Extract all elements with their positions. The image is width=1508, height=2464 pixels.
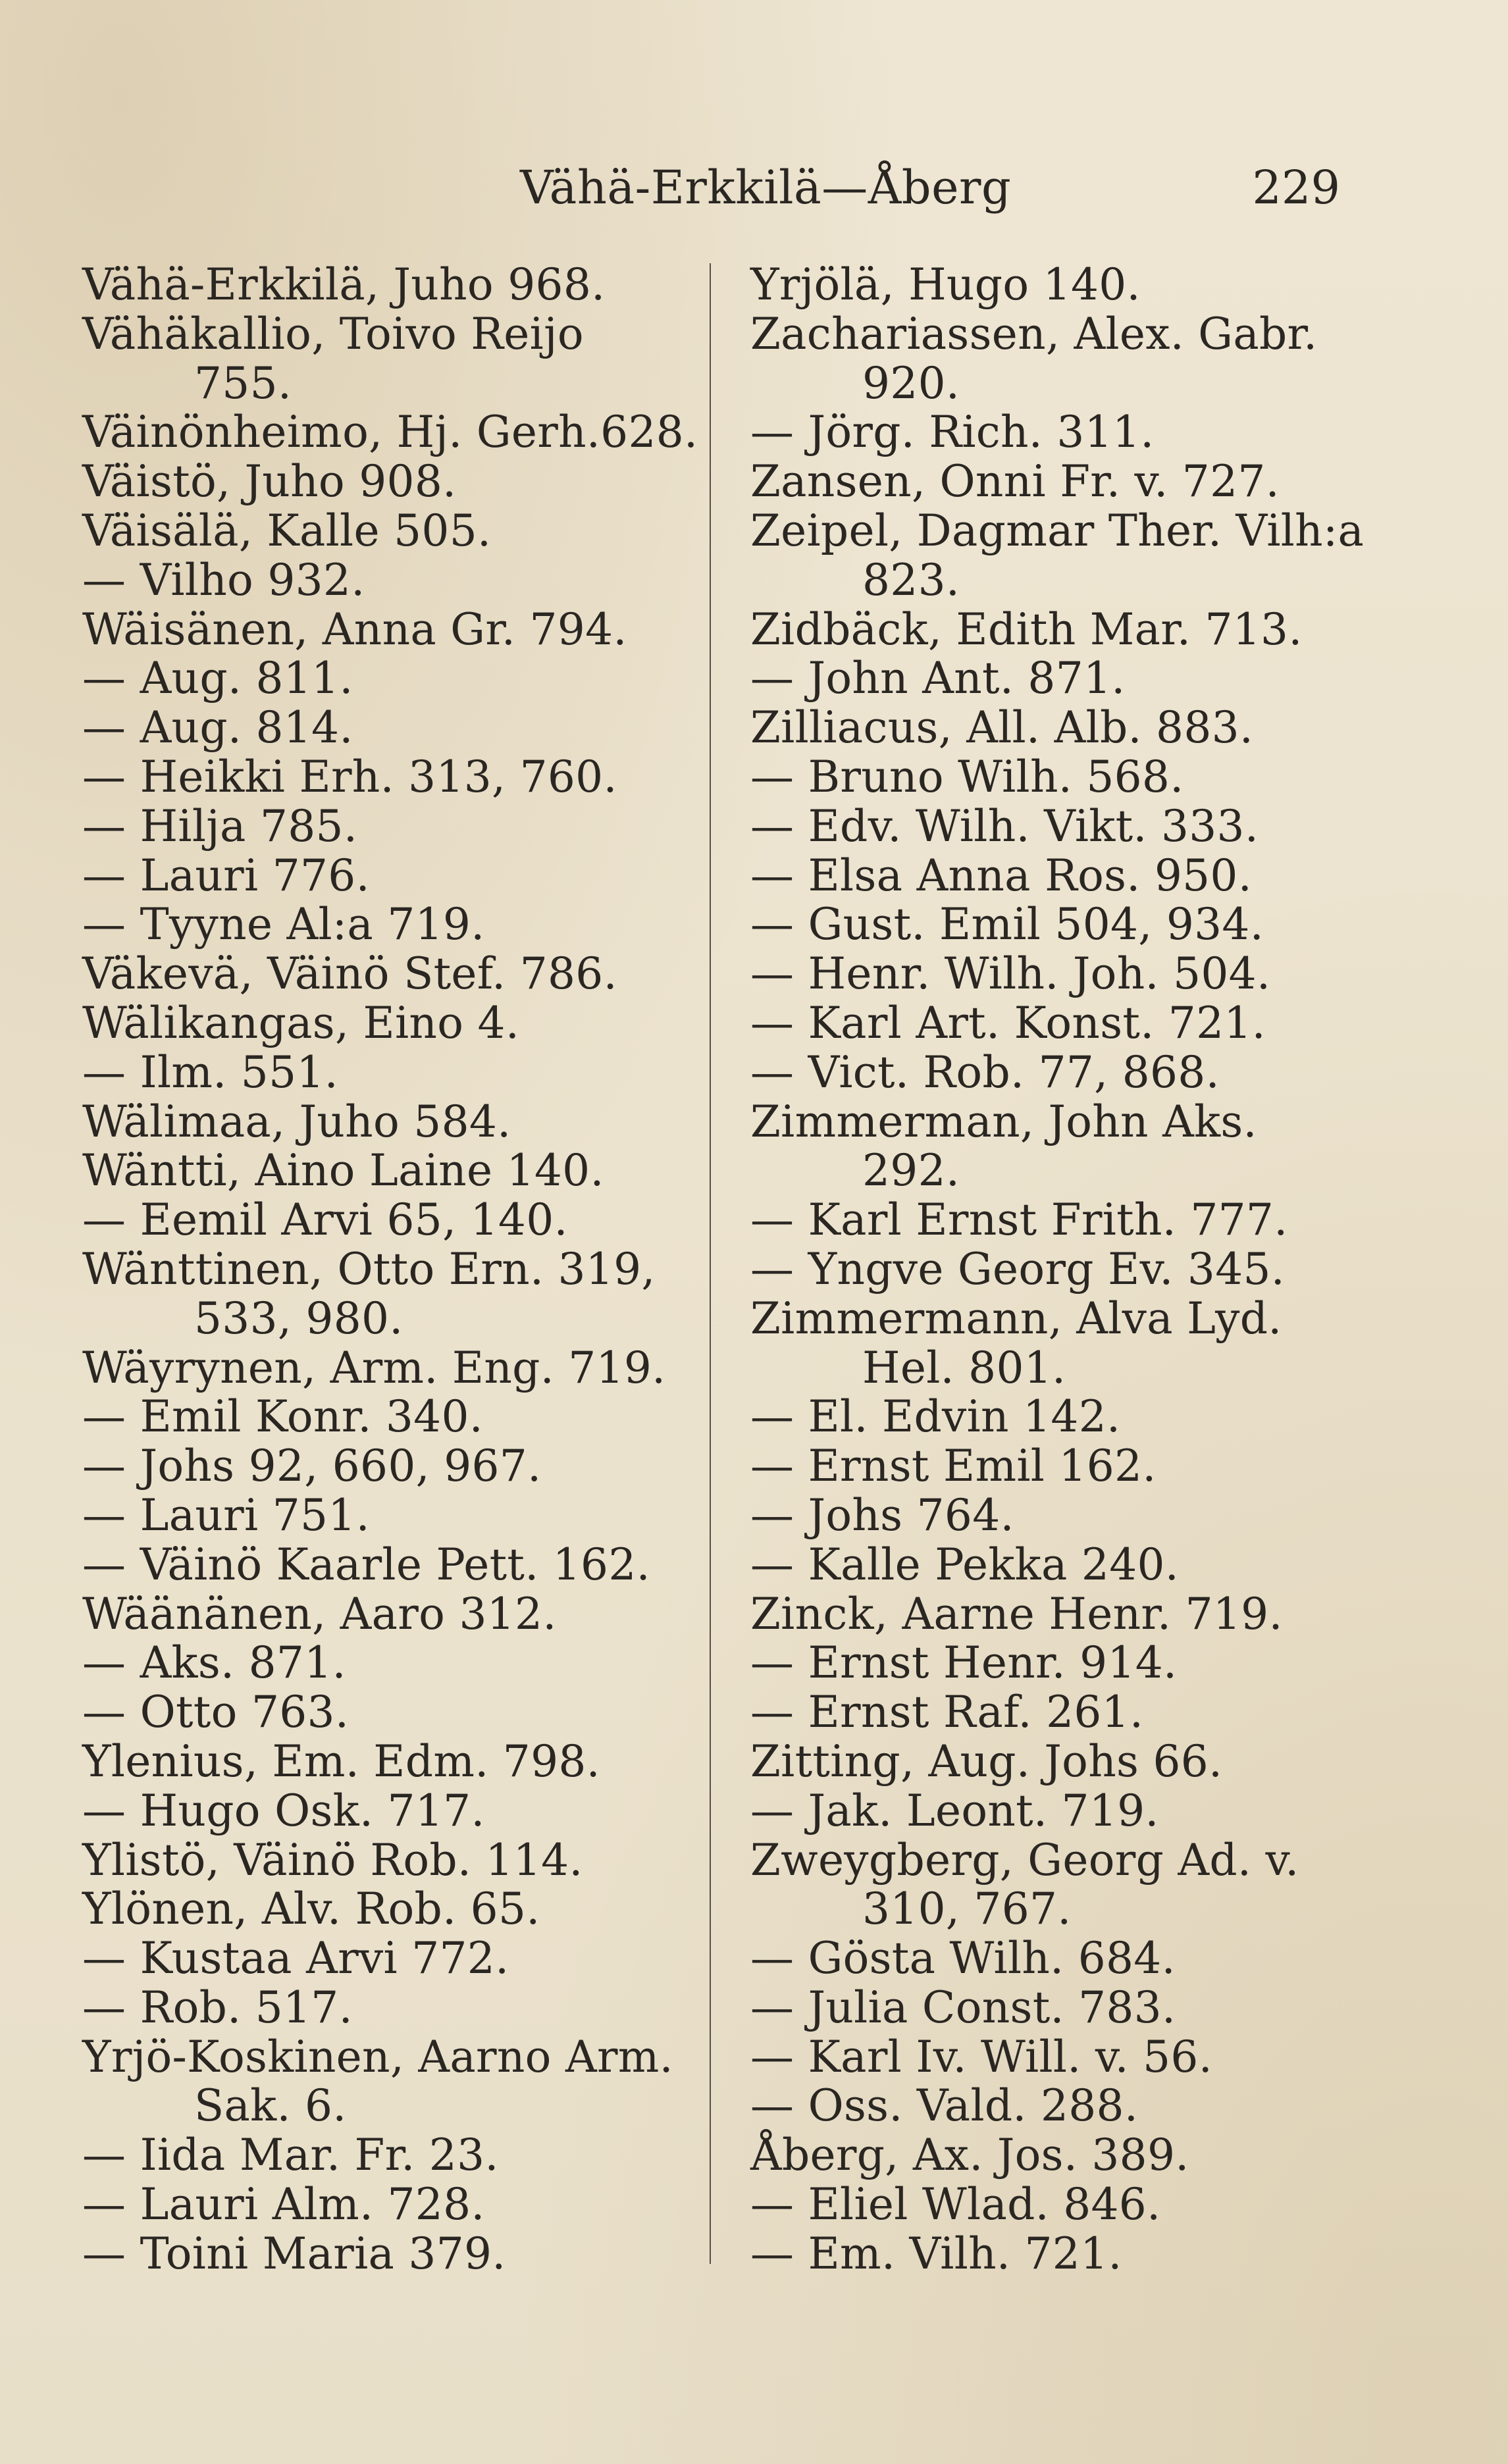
index-entry: — Tyyne Al:a 719. (82, 899, 485, 950)
index-entry-continuation: 292. (862, 1145, 960, 1196)
index-entry: — Elsa Anna Ros. 950. (750, 850, 1252, 901)
index-entry: — Julia Const. 783. (750, 1982, 1176, 2033)
running-title: Vähä-Erkkilä—Åberg (520, 161, 1012, 215)
index-entry: Väinönheimo, Hj. Gerh.628. (82, 407, 698, 458)
index-entry: Wälimaa, Juho 584. (82, 1096, 511, 1147)
index-entry: Åberg, Ax. Jos. 389. (750, 2130, 1189, 2181)
index-entry: — Rob. 517. (82, 1982, 353, 2033)
index-entry: — Ernst Henr. 914. (750, 1637, 1178, 1689)
index-entry: Zinck, Aarne Henr. 719. (750, 1588, 1283, 1639)
index-entry: Wälikangas, Eino 4. (82, 997, 520, 1048)
index-entry: — Väinö Kaarle Pett. 162. (82, 1539, 650, 1590)
index-entry-continuation: Sak. 6. (194, 2080, 347, 2132)
index-entry: — Karl Ernst Frith. 777. (750, 1194, 1288, 1246)
index-entry: — Vilho 932. (82, 554, 365, 605)
index-entry: Väkevä, Väinö Stef. 786. (82, 948, 617, 1000)
index-entry: — Hilja 785. (82, 800, 358, 852)
index-entry: Wäntti, Aino Laine 140. (82, 1145, 604, 1196)
index-entry: Vähä-Erkkilä, Juho 968. (82, 259, 606, 310)
index-column-left (82, 259, 698, 2279)
index-entry: — Aug. 814. (82, 702, 353, 754)
index-column-right (750, 261, 1363, 2279)
index-entry: — El. Edvin 142. (750, 1391, 1121, 1443)
index-entry-continuation: 310, 767. (862, 1884, 1072, 1935)
index-entry: — Yngve Georg Ev. 345. (750, 1243, 1286, 1295)
index-entry-continuation: 823. (862, 554, 960, 605)
index-entry: — Aug. 811. (82, 653, 353, 704)
index-entry: — Iida Mar. Fr. 23. (82, 2130, 499, 2181)
index-entry: Ylenius, Em. Edm. 798. (82, 1735, 600, 1787)
index-entry: Zeipel, Dagmar Ther. Vilh:a (750, 505, 1365, 556)
index-entry: — Kustaa Arvi 772. (82, 1933, 509, 1984)
index-entry: — Gösta Wilh. 684. (750, 1933, 1176, 1984)
index-entry: Ylönen, Alv. Rob. 65. (82, 1884, 540, 1935)
index-entry: — Toini Maria 379. (82, 2228, 506, 2279)
index-entry: Yrjö-Koskinen, Aarno Arm. (82, 2031, 673, 2082)
index-entry: — Em. Vilh. 721. (750, 2228, 1122, 2279)
index-entry: — Karl Art. Konst. 721. (750, 997, 1266, 1048)
index-entry: Yrjölä, Hugo 140. (750, 259, 1141, 310)
index-entry: — Heikki Erh. 313, 760. (82, 751, 617, 802)
index-entry: — Edv. Wilh. Vikt. 333. (750, 800, 1259, 852)
page-header (0, 158, 1508, 217)
index-entry: Väisälä, Kalle 505. (82, 505, 492, 556)
index-entry: — Oss. Vald. 288. (750, 2080, 1139, 2132)
index-entry: — Henr. Wilh. Joh. 504. (750, 948, 1271, 1000)
index-entry: — Vict. Rob. 77, 868. (750, 1046, 1220, 1098)
index-entry: — Jörg. Rich. 311. (750, 407, 1155, 458)
index-entry: — Karl Iv. Will. v. 56. (750, 2031, 1212, 2082)
index-entry: — Ernst Raf. 261. (750, 1687, 1144, 1738)
index-entry: Wäänänen, Aaro 312. (82, 1588, 557, 1639)
index-entry: Zitting, Aug. Johs 66. (750, 1735, 1223, 1787)
index-entry: — Hugo Osk. 717. (82, 1785, 485, 1836)
index-entry: — Ernst Emil 162. (750, 1441, 1157, 1492)
index-entry: Wänttinen, Otto Ern. 319, (82, 1243, 656, 1295)
index-entry: — Bruno Wilh. 568. (750, 751, 1184, 802)
index-entry: — Johs 92, 660, 967. (82, 1441, 542, 1492)
index-entry: Zweygberg, Georg Ad. v. (750, 1834, 1299, 1886)
index-entry: — Gust. Emil 504, 934. (750, 899, 1264, 950)
column-divider (710, 263, 711, 2264)
index-entry: — Eemil Arvi 65, 140. (82, 1194, 568, 1246)
index-entry: Zansen, Onni Fr. v. 727. (750, 456, 1280, 507)
index-entry: Ylistö, Väinö Rob. 114. (82, 1834, 583, 1886)
index-entry: Zilliacus, All. Alb. 883. (750, 702, 1254, 754)
index-entry-continuation: 755. (194, 357, 292, 409)
index-entry: Zachariassen, Alex. Gabr. (750, 308, 1318, 359)
index-entry: — John Ant. 871. (750, 653, 1126, 704)
index-entry: Väistö, Juho 908. (82, 456, 457, 507)
index-entry: — Johs 764. (750, 1489, 1014, 1541)
index-entry-continuation: 920. (862, 357, 960, 409)
index-entry-continuation: Hel. 801. (862, 1342, 1066, 1393)
index-entry: Zimmerman, John Aks. (750, 1096, 1257, 1147)
index-entry: — Emil Konr. 340. (82, 1391, 484, 1443)
index-entry: — Eliel Wlad. 846. (750, 2179, 1161, 2230)
index-entry: — Lauri 776. (82, 850, 370, 901)
index-entry: Zimmermann, Alva Lyd. (750, 1293, 1282, 1344)
index-entry: — Lauri Alm. 728. (82, 2179, 485, 2230)
index-entry: — Aks. 871. (82, 1637, 346, 1689)
index-entry: — Otto 763. (82, 1687, 350, 1738)
index-entry: Wäisänen, Anna Gr. 794. (82, 603, 627, 655)
index-entry: — Kalle Pekka 240. (750, 1539, 1180, 1590)
index-entry: — Lauri 751. (82, 1489, 370, 1541)
index-entry: Wäyrynen, Arm. Eng. 719. (82, 1342, 666, 1393)
index-entry: Vähäkallio, Toivo Reijo (82, 308, 584, 359)
page-number: 229 (1252, 161, 1340, 215)
index-entry: — Jak. Leont. 719. (750, 1785, 1159, 1836)
index-entry: — Ilm. 551. (82, 1046, 338, 1098)
index-entry-continuation: 533, 980. (194, 1293, 403, 1344)
index-entry: Zidbäck, Edith Mar. 713. (750, 603, 1303, 655)
